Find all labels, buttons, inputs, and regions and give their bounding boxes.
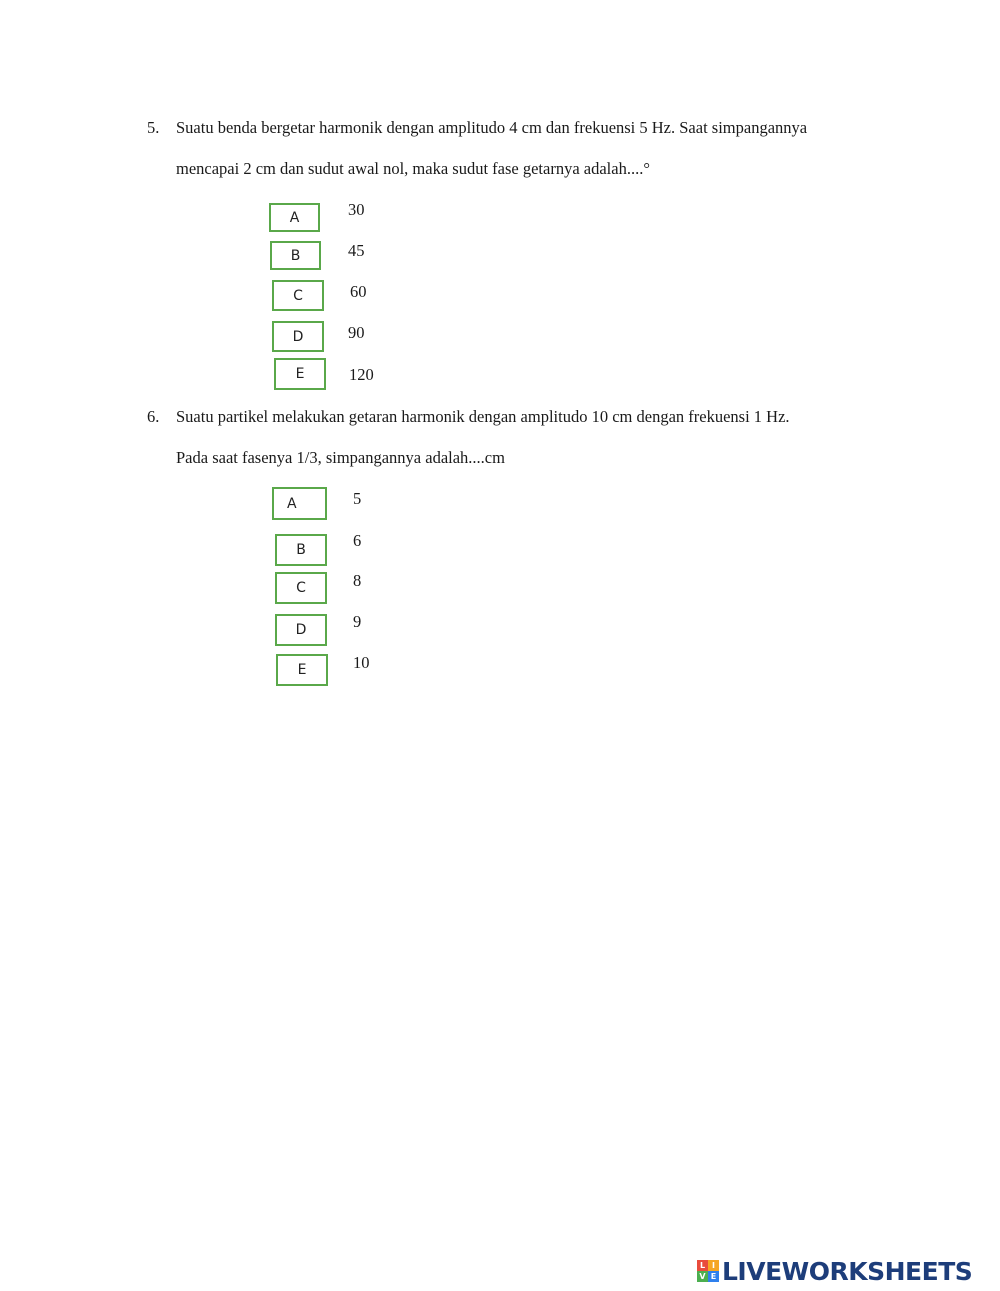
- mark-letter-i: I: [708, 1260, 719, 1271]
- q5-option-d-box[interactable]: [272, 321, 324, 352]
- q6-option-c-letter: C: [296, 580, 306, 596]
- q6-option-c-value: 8: [353, 571, 362, 590]
- q5-option-b-value: 45: [348, 241, 365, 260]
- q6-option-c-box[interactable]: [275, 572, 327, 604]
- q6-option-d-letter: D: [295, 622, 307, 638]
- q6-option-e-box[interactable]: [276, 654, 328, 686]
- mark-letter-e: E: [708, 1271, 719, 1282]
- mark-letter-v: V: [697, 1271, 708, 1282]
- q5-option-e-letter: E: [295, 366, 305, 382]
- liveworksheets-wordmark: LIVEWORKSHEETS: [722, 1256, 973, 1286]
- q5-option-c-letter: C: [293, 287, 303, 304]
- q6-option-e-value: 10: [353, 653, 370, 672]
- q6-option-b-value: 6: [353, 531, 362, 550]
- q5-option-e-box[interactable]: [274, 358, 326, 390]
- q6-option-b-box[interactable]: [275, 534, 327, 566]
- q6-option-a-box[interactable]: [272, 487, 327, 520]
- q6-option-d-box[interactable]: [275, 614, 327, 646]
- question-6-number: 6.: [147, 407, 160, 426]
- liveworksheets-mark-icon: [697, 1260, 719, 1282]
- question-5-number: 5.: [147, 118, 160, 137]
- q6-option-a-letter: A: [287, 495, 297, 512]
- q5-option-e-value: 120: [349, 365, 374, 384]
- q5-option-a-value: 30: [348, 200, 365, 219]
- question-6-text-line-1: Suatu partikel melakukan getaran harmonik dengan amplitudo 10 cm dengan frekuensi 1 Hz.: [176, 407, 790, 426]
- q5-option-a-letter: A: [289, 209, 300, 226]
- q5-option-d-letter: D: [292, 328, 304, 345]
- question-6-text-line-2: Pada saat fasenya 1/3, simpangannya adalah....cm: [176, 448, 505, 467]
- question-5-text-line-1: Suatu benda bergetar harmonik dengan amplitudo 4 cm dan frekuensi 5 Hz. Saat simpangannya: [176, 118, 808, 137]
- q5-option-d-value: 90: [348, 323, 365, 342]
- q5-option-b-box[interactable]: [270, 241, 321, 270]
- q6-option-d-value: 9: [353, 612, 362, 631]
- q6-option-b-letter: B: [296, 542, 306, 558]
- q5-option-c-value: 60: [350, 282, 367, 301]
- liveworksheets-logo: [697, 1256, 972, 1286]
- q6-option-a-value: 5: [353, 489, 362, 508]
- q5-option-a-box[interactable]: [269, 203, 320, 232]
- q5-option-b-letter: B: [290, 247, 301, 264]
- q5-option-c-box[interactable]: [272, 280, 324, 311]
- q6-option-e-letter: E: [297, 662, 307, 678]
- mark-letter-l: L: [697, 1260, 708, 1271]
- question-5-text-line-2: mencapai 2 cm dan sudut awal nol, maka sudut fase getarnya adalah....°: [176, 159, 650, 178]
